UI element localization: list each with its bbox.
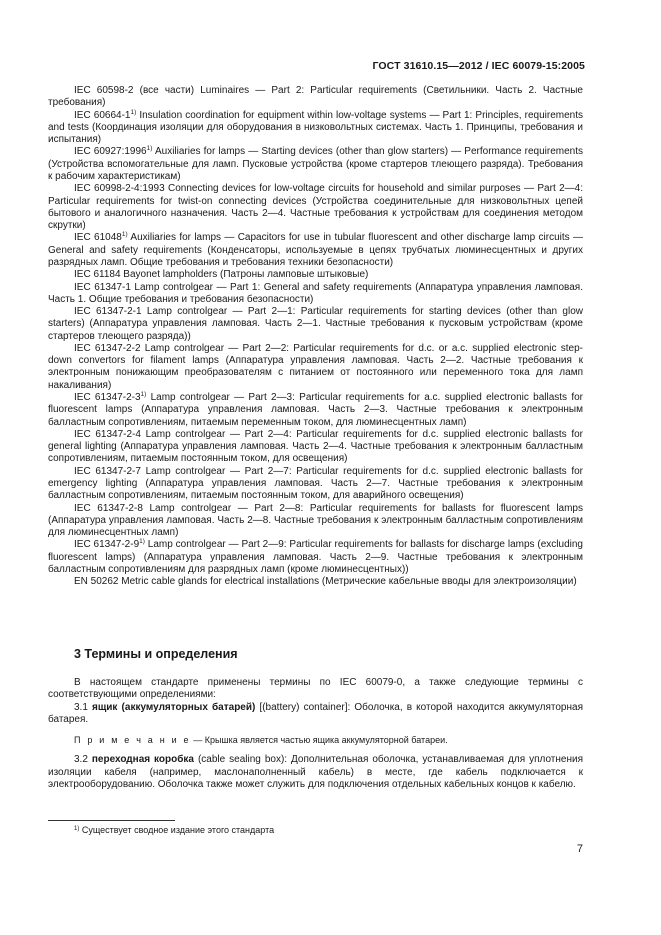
note-paragraph: П р и м е ч а н и е — Крышка является частью ящика аккумуляторной батареи. [74,735,448,746]
ref-item: IEC 60664-1$^{1)}$ Insulation coordination for equipment within low-voltage systems — Part 1: Principles, requirements and tests (Координация изоляции для оборудования в низковольтных системах. Часть 1. Принципы, требования и испытания) [48,108,583,146]
ref-item: IEC 61347-2-1 Lamp controlgear — Part 2—1: Particular requirements for starting devices (other than glow starters) (Аппаратура управления ламповая. Часть 2—1. Частные требования к пусковым устройствам (кроме стартеров тлеющего разряда)) [48,306,583,342]
term-3-1: 3.1 ящик (аккумуляторных батарей) [(battery) container]: Оболочка, в которой находится аккумуляторная батарея. [48,701,583,725]
ref-item: IEC 61347-2-7 Lamp controlgear — Part 2—7: Particular requirements for d.c. supplied electronic ballasts for emergency lighting (Аппаратура управления ламповая. Часть 2—7. Частные требования к электронным балластным сопротивлениям, питаемым постоянным током, для аварийного освещения) [48,465,583,502]
ref-item: IEC 61347-2-3$^{1)}$ Lamp controlgear — Part 2—3: Particular requirements for a.c. supplied electronic ballasts for fluorescent lamps (Аппаратура управления ламповая. Часть 2—3. Частные требования к электронным балластным сопротивлениям, питаемым переменным током, для люминесцентных ламп) [48,391,583,428]
ref-item: IEC 61347-2-2 Lamp controlgear — Part 2—2: Particular requirements for d.c. or a.c. supplied electronic step-down convertors for filament lamps (Аппаратура управления ламповая. Часть 2—2. Частные требования к электронным понижающим преобразователям с питанием от постоянного или переменного тока для ламп накаливания) [48,342,583,391]
normative-references [48,85,583,589]
footnote-divider [48,820,175,821]
ref-item: IEC 60927:1996$^{1)}$ Auxiliaries for lamps — Starting devices (other than glow starters) — Performance requirements (Устройства вспомогательные для ламп. Пусковые устройства (кроме стартеров тлеющего разряда). Требования к рабочим характеристикам) [48,145,584,182]
section-body [48,677,583,791]
ref-item: IEC 61347-2-4 Lamp controlgear — Part 2—4: Particular requirements for d.c. supplied electronic ballasts for general lighting (Аппаратура управления ламповая. Часть 2—4. Частные требования к электронным балластным сопротивлениям, питаемым постоянным током, для освещения) [48,428,583,465]
ref-item: IEC 60998-2-4:1993 Connecting devices for low-voltage circuits for household and similar purposes — Part 2—4: Particular requirements for twist-on connecting devices (Устройства соединительные для низковольтных цепей бытового и аналогичного назначения. Часть 2—4. Частные требования к устройствам для соединения методом скрутки) [48,183,583,232]
ref-item: IEC 61048$^{1)}$ Auxiliaries for lamps — Capacitors for use in tubular fluorescent and other discharge lamp circuits — General and safety requirements (Конденсаторы, используемые в цепях трубчатых люминесцентных и других разрядных ламп. Общие требования и требования техники безопасности) [48,231,583,268]
ref-item: IEC 61347-1 Lamp controlgear — Part 1: General and safety requirements (Аппаратура управления ламповая. Часть 1. Общие требования и требования безопасности) [48,281,583,305]
ref-item: IEC 61347-2-8 Lamp controlgear — Part 2—8: Particular requirements for ballasts for fluorescent lamps (Аппаратура управления ламповая. Часть 2—8. Частные требования к электронным балластным сопротивлениям для люминесцентных ламп) [48,502,583,539]
ref-item: IEC 61184 Bayonet lampholders (Патроны ламповые штыковые) [74,269,369,281]
ref-item: IEC 60598-2 (все части) Luminaires — Part 2: Particular requirements (Светильники. Часть 2. Частные требования) [48,85,583,109]
ref-item: EN 50262 Metric cable glands for electrical installations (Метрические кабельные вводы для электроизоляции) [74,576,577,588]
section-heading: 3 Термины и определения [74,647,238,661]
page-number: 7 [576,843,583,855]
note-label: П р и м е ч а н и е [74,735,191,746]
intro-paragraph: В настоящем стандарте применены термины по IEC 60079-0, а также следующие термины с соответствующими определениями: [48,677,583,701]
standard-designation: ГОСТ 31610.15—2012 / IEC 60079-15:2005 [372,60,585,72]
ref-item: IEC 61347-2-9$^{1)}$ Lamp controlgear — Part 2—9: Particular requirements for ballasts for discharge lamps (excluding fluorescent lamps) (Аппаратура управления ламповая. Часть 2—9. Частные требования к электронным балластным сопротивлениям для разрядных ламп (кроме люминесцентных)) [48,538,583,575]
term-3-2: 3.2 переходная коробка (cable sealing box): Дополнительная оболочка, устанавливаемая для уплотнения изоляции кабеля (например, маслонаполненный кабель) в месте, где кабель подключается к электрооборудованию. Оболочка также может служить для подключения отдельных кабельных концов к кабелю. [48,754,583,790]
footnote: $^{1)}$ Существует сводное издание этого стандарта [74,825,275,835]
